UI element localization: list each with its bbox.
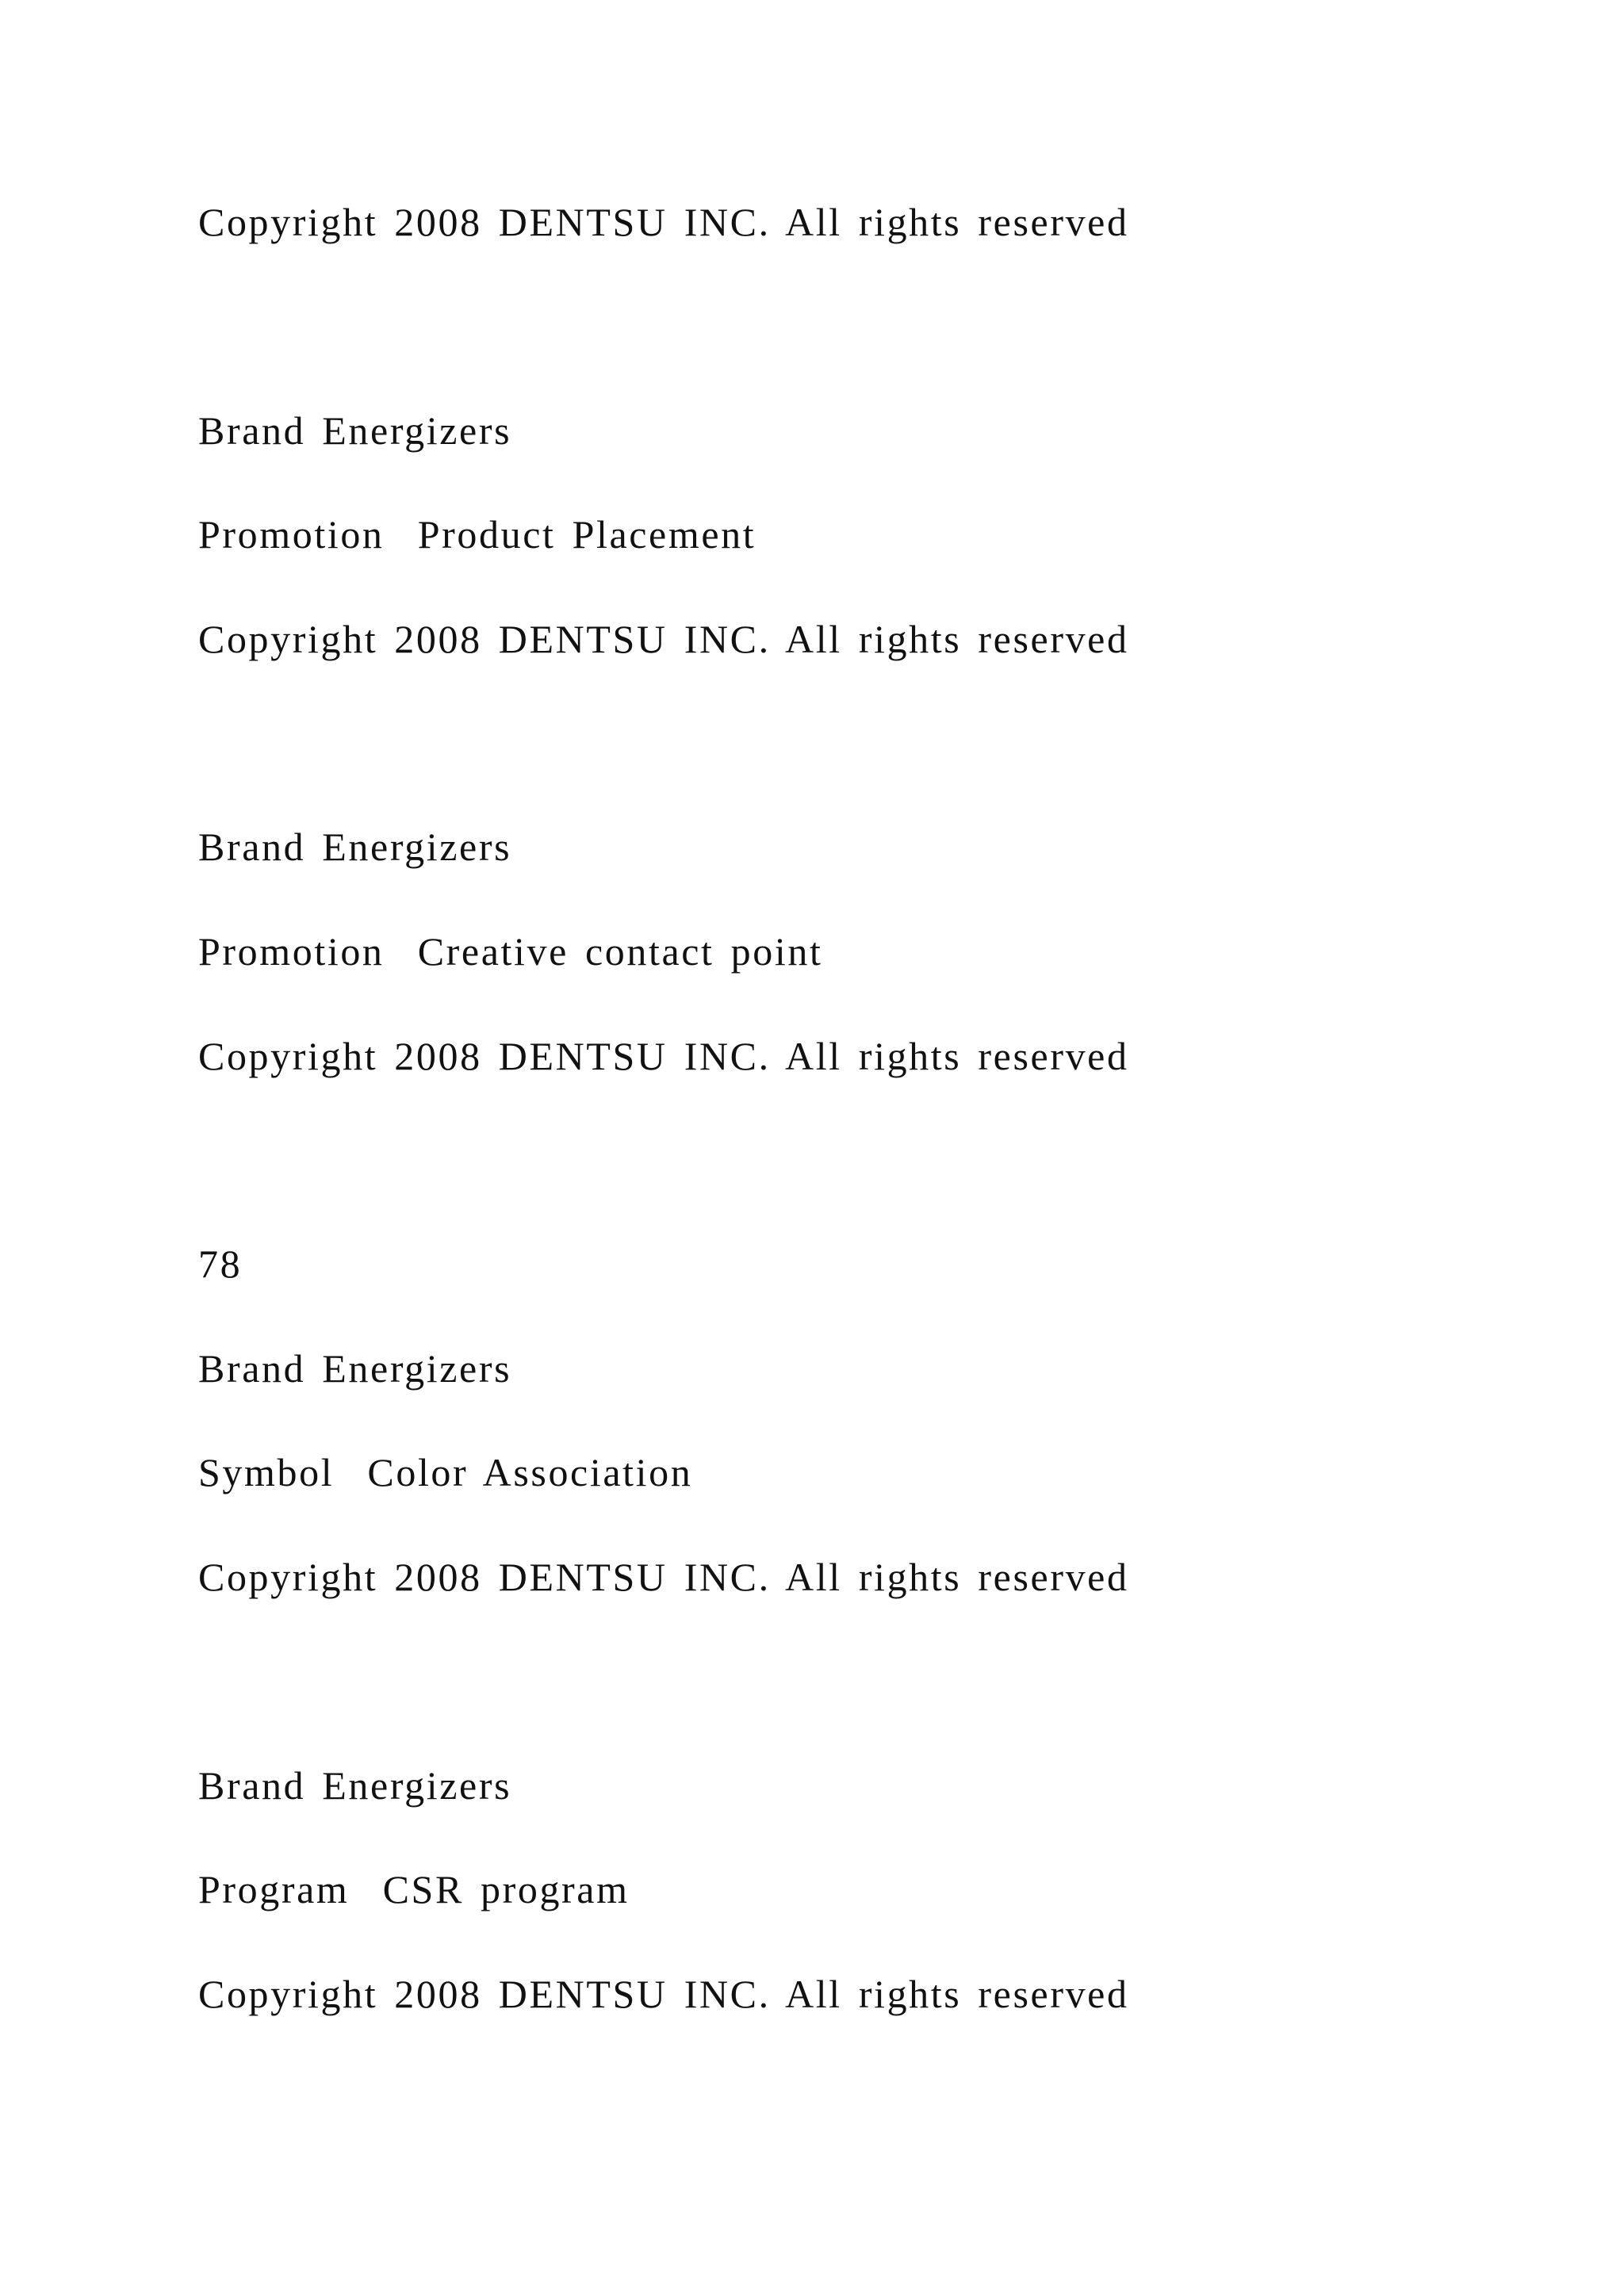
- section-subheading: Promotion Creative contact point: [198, 929, 823, 974]
- section-subheading: Promotion Product Placement: [198, 512, 756, 557]
- copyright-line: Copyright 2008 DENTSU INC. All rights reserved: [198, 617, 1129, 661]
- section-subheading: Symbol Color Association: [198, 1450, 693, 1494]
- section-heading: Brand Energizers: [198, 1763, 512, 1808]
- section-heading: Brand Energizers: [198, 408, 512, 453]
- page-number: 78: [198, 1242, 243, 1286]
- copyright-line: Copyright 2008 DENTSU INC. All rights reserved: [198, 200, 1129, 244]
- copyright-line: Copyright 2008 DENTSU INC. All rights reserved: [198, 1555, 1129, 1599]
- section-heading: Brand Energizers: [198, 1346, 512, 1391]
- section-heading: Brand Energizers: [198, 825, 512, 869]
- copyright-line: Copyright 2008 DENTSU INC. All rights reserved: [198, 1972, 1129, 2016]
- copyright-line: Copyright 2008 DENTSU INC. All rights reserved: [198, 1034, 1129, 1078]
- section-subheading: Program CSR program: [198, 1867, 630, 1911]
